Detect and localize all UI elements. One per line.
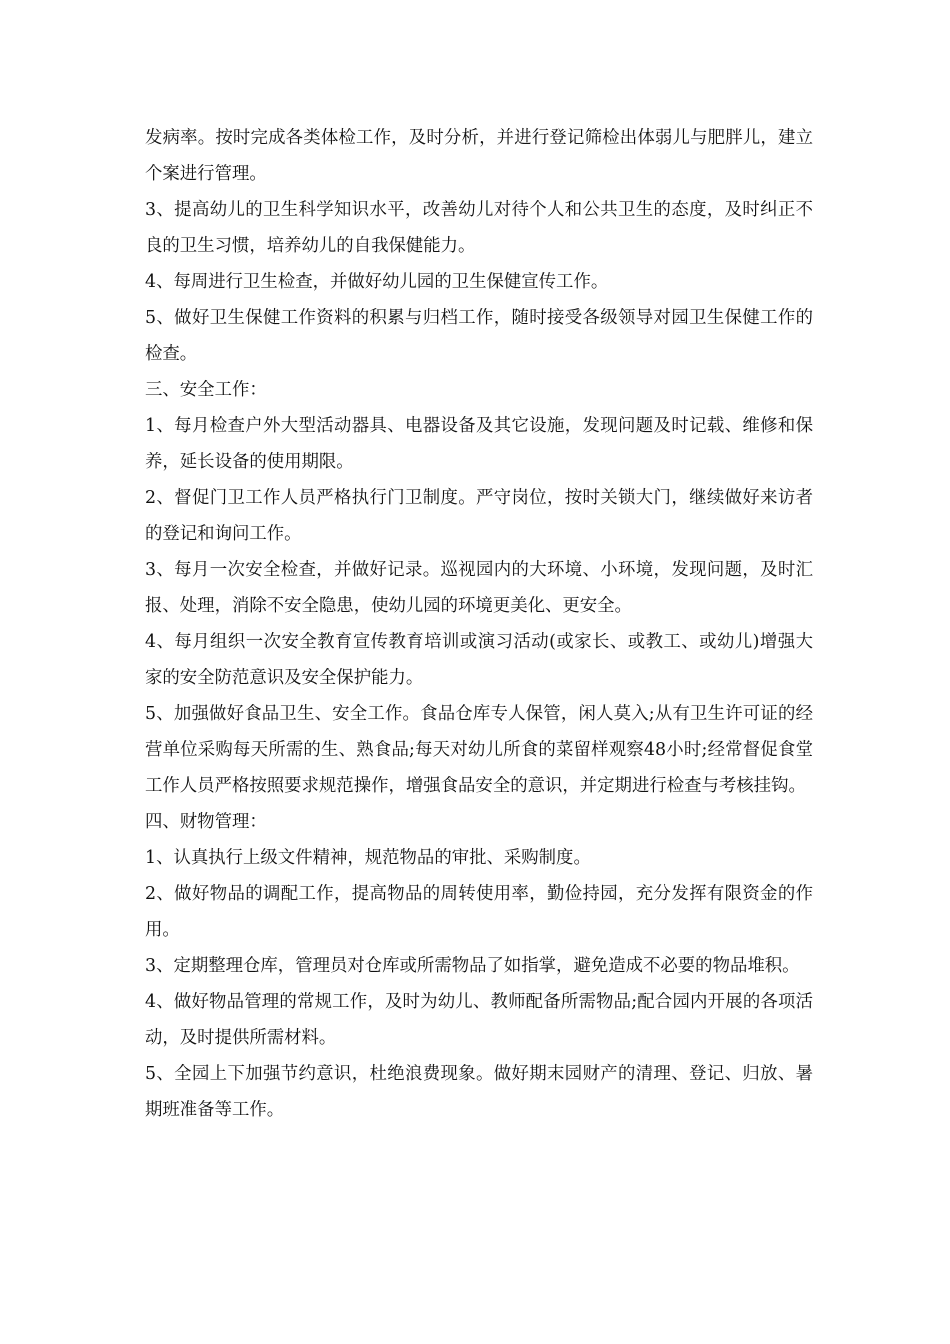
paragraph-safety-education: 4、每月组织一次安全教育宣传教育培训或演习活动(或家长、或教工、或幼儿)增强大家的安全防范意识及安全保护能力。 [145,632,813,688]
paragraph-food-safety: 5、加强做好食品卫生、安全工作。食品仓库专人保管，闲人莫入;从有卫生许可证的经营单位采购每天所需的生、熟食品;每天对幼儿所食的菜留样观察48小时;经常督促食堂工作人员严格按照要求规范操作，增强食品安全的意识，并定期进行检查与考核挂钩。 [145,704,813,796]
paragraph-hygiene-knowledge: 3、提高幼儿的卫生科学知识水平，改善幼儿对待个人和公共卫生的态度，及时纠正不良的卫生习惯，培养幼儿的自我保健能力。 [145,200,813,256]
paragraph-equipment-check: 1、每月检查户外大型活动器具、电器设备及其它设施，发现问题及时记载、维修和保养，延长设备的使用期限。 [145,416,813,472]
paragraph-guard-duty: 2、督促门卫工作人员严格执行门卫制度。严守岗位，按时关锁大门，继续做好来访者的登记和询问工作。 [145,488,813,544]
paragraph-procurement-rules: 1、认真执行上级文件精神，规范物品的审批、采购制度。 [145,848,591,868]
paragraph-warehouse: 3、定期整理仓库，管理员对仓库或所需物品了如指掌，避免造成不必要的物品堆积。 [145,956,800,976]
paragraph-routine-management: 4、做好物品管理的常规工作，及时为幼儿、教师配备所需物品;配合园内开展的各项活动，及时提供所需材料。 [145,992,813,1048]
document-body [145,120,813,1128]
paragraph-allocation: 2、做好物品的调配工作，提高物品的周转使用率，勤俭持园，充分发挥有限资金的作用。 [145,884,813,940]
section-heading-safety: 三、安全工作： [145,380,267,400]
paragraph-checkup-continuation: 发病率。按时完成各类体检工作，及时分析，并进行登记筛检出体弱儿与肥胖儿，建立个案进行管理。 [145,128,813,184]
paragraph-health-records: 5、做好卫生保健工作资料的积累与归档工作，随时接受各级领导对园卫生保健工作的检查。 [145,308,813,364]
section-heading-property: 四、财物管理： [145,812,267,832]
paragraph-weekly-inspection: 4、每周进行卫生检查，并做好幼儿园的卫生保健宣传工作。 [145,272,609,292]
paragraph-conservation: 5、全园上下加强节约意识，杜绝浪费现象。做好期末园财产的清理、登记、归放、暑期班准备等工作。 [145,1064,813,1120]
paragraph-safety-inspection: 3、每月一次安全检查，并做好记录。巡视园内的大环境、小环境，发现问题，及时汇报、处理，消除不安全隐患，使幼儿园的环境更美化、更安全。 [145,560,813,616]
